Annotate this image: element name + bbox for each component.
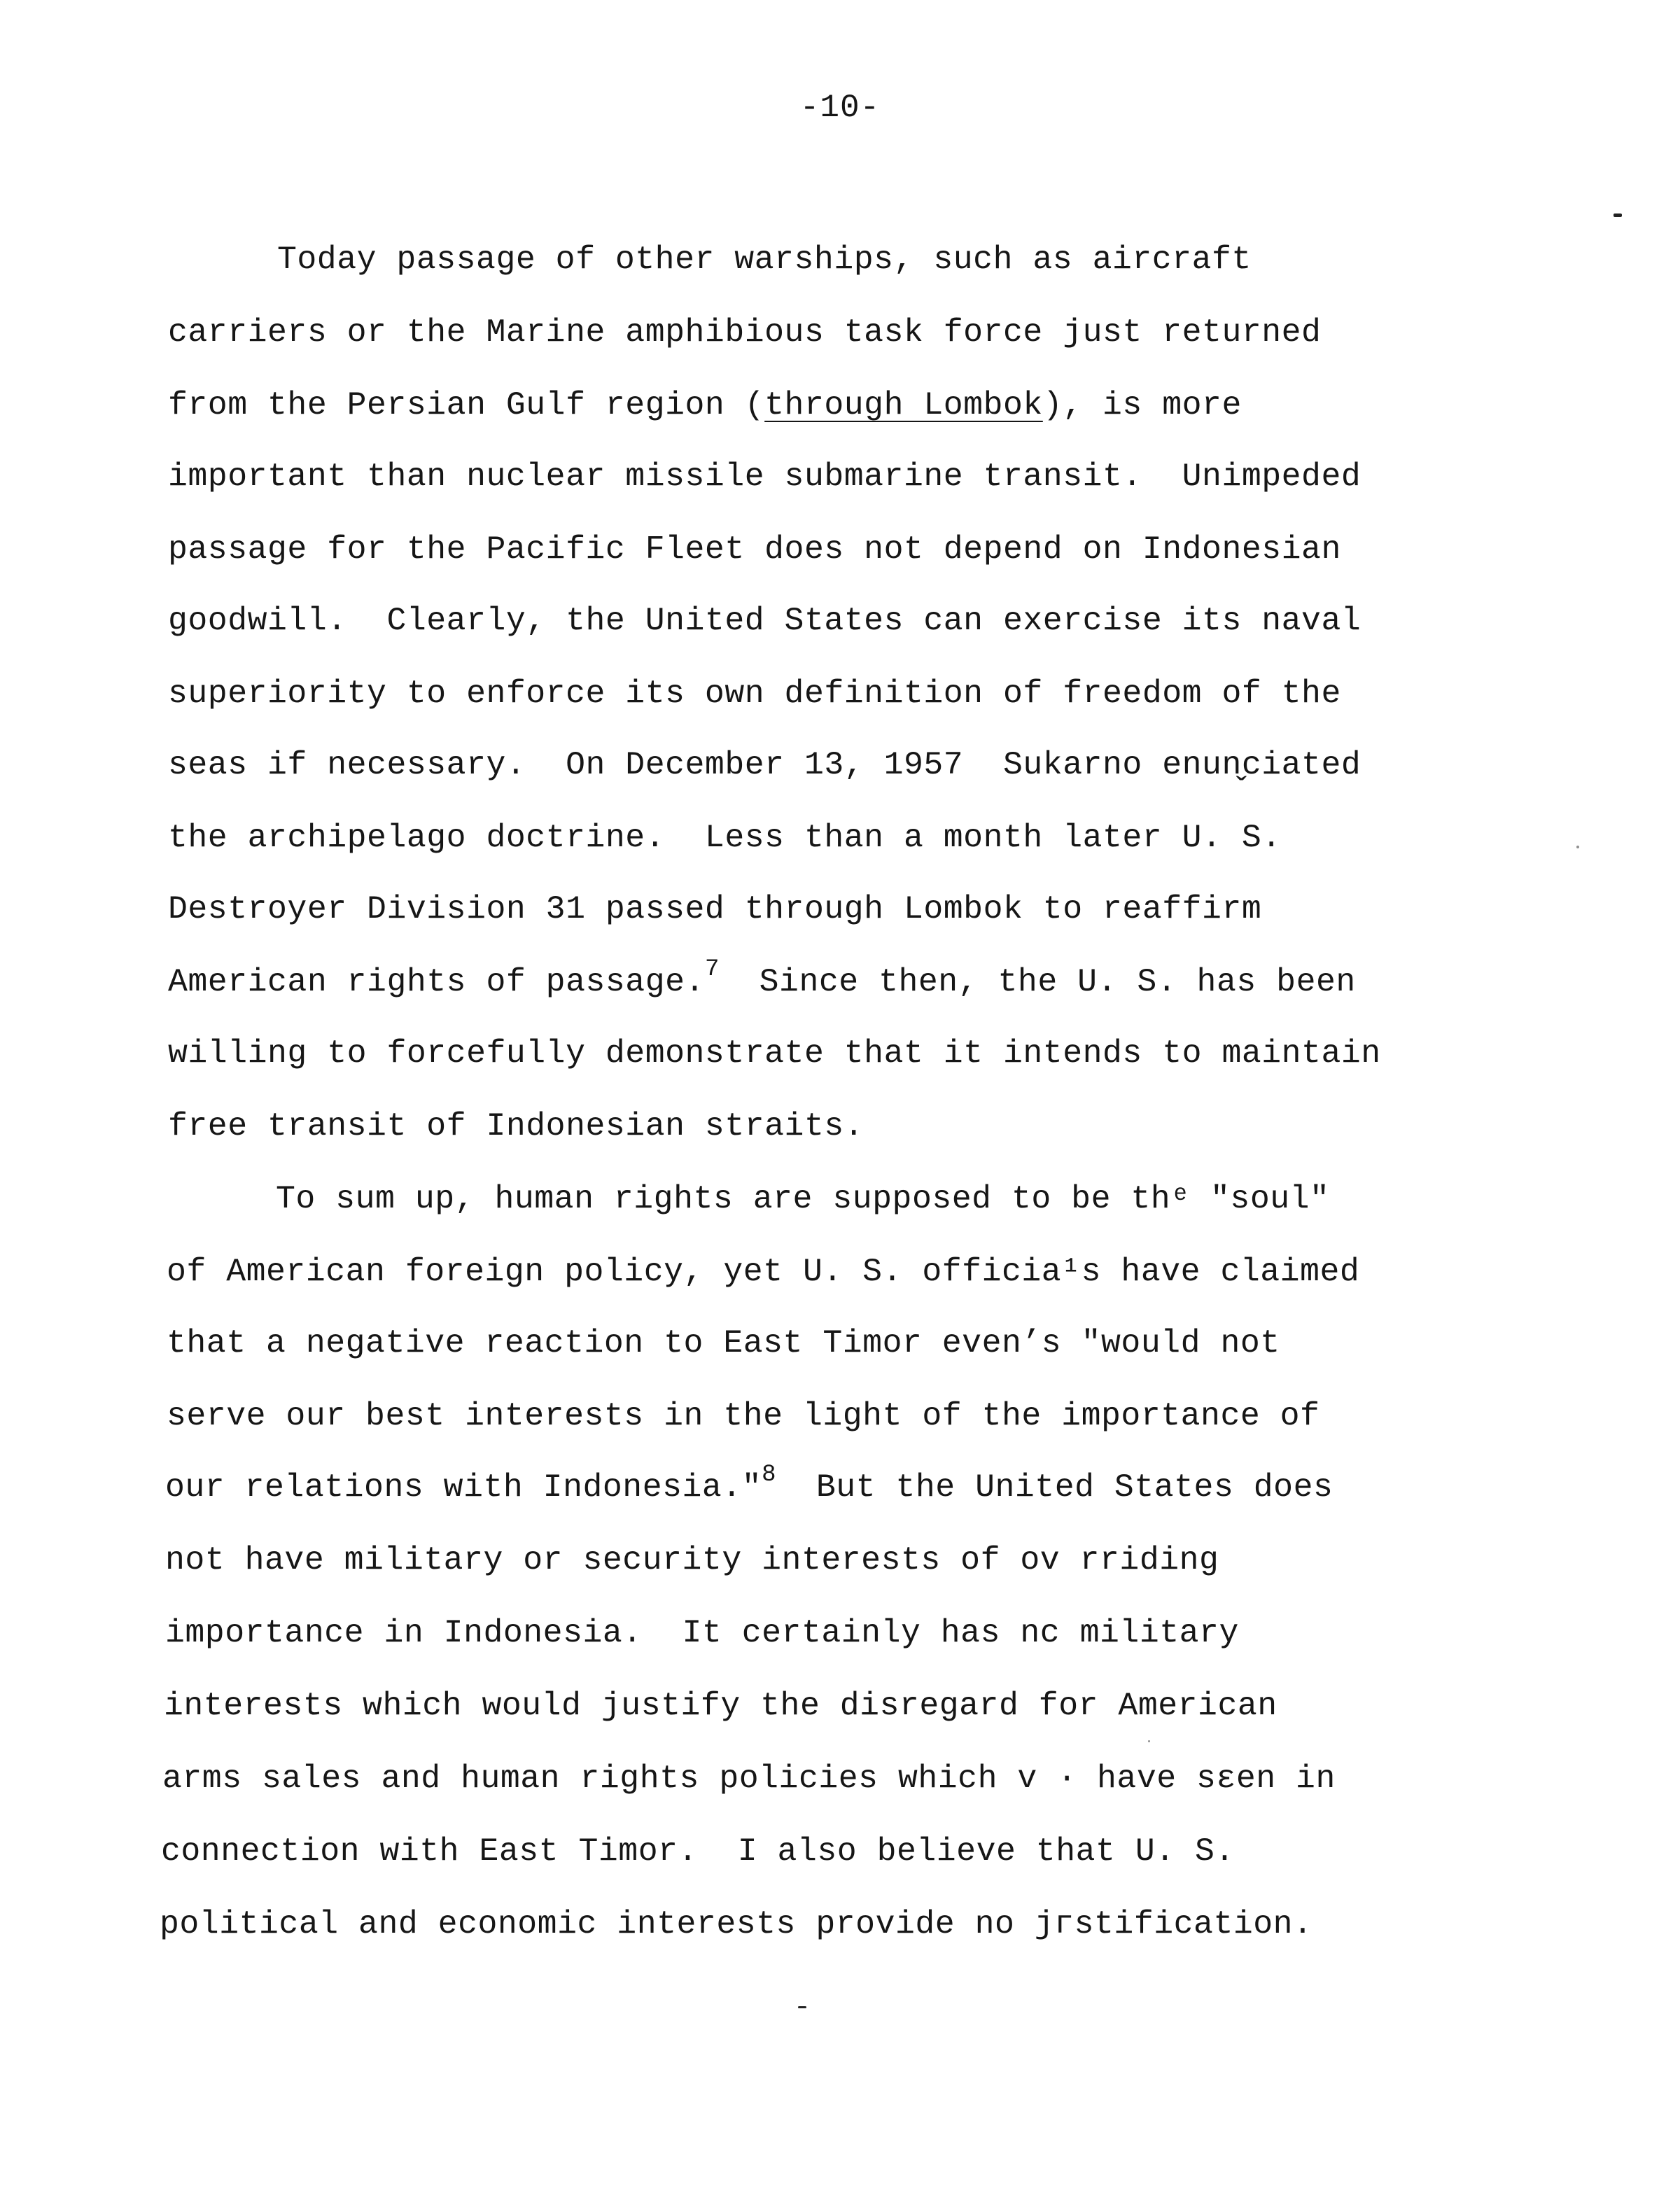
scan-speck — [1148, 1740, 1150, 1742]
paragraph-1-line-2: carriers or the Marine amphibious task force just returned — [168, 314, 1322, 351]
paragraph-2-line-5 — [165, 1462, 1334, 1506]
paragraph-2-line-11: political and economic interests provide no jгstification. — [160, 1905, 1313, 1942]
underlined-text: through Lombok — [764, 386, 1043, 424]
text-run: But the United States does — [776, 1469, 1334, 1506]
paragraph-2-line-6: not have military or security interests of ov rriding — [165, 1541, 1219, 1578]
paragraph-2-line-1: To sum up, human rights are supposed to be thᵉ "soul" — [276, 1180, 1330, 1217]
paragraph-2-line-8: interests which would justify the disregard for American — [164, 1687, 1278, 1724]
text-run: from the Persian Gulf region — [168, 386, 745, 424]
paragraph-1-line-10: Destroyer Division 31 passed through Lombok to reaffirm — [168, 890, 1262, 927]
paragraph-1-line-4: important than nuclear missile submarine transit. Unimpeded — [168, 458, 1362, 495]
paragraph-1-line-6: goodwill. Clearly, the United States can exercise its naval — [168, 602, 1362, 639]
paragraph-1-line-3: from the Persian Gulf region (through Lombok), is more — [168, 386, 1242, 424]
scan-speck — [798, 2006, 806, 2008]
scan-speck — [1576, 846, 1579, 848]
paragraph-2-line-4: serve our best interests in the light of the importance of — [167, 1397, 1320, 1434]
paragraph-1-line-9: the archipelago doctrine. Less than a month later U. S. — [168, 819, 1282, 856]
paragraph-1-line-13: free transit of Indonesian straits. — [168, 1107, 864, 1144]
paragraph-1-line-1: Today passage of other warships, such as aircraft — [277, 241, 1252, 278]
text-run: Since then, the U. S. has been — [719, 963, 1356, 1000]
footnote-marker: 8 — [762, 1462, 777, 1488]
paragraph-2-line-10: connection with East Timor. I also believe that U. S. — [161, 1833, 1235, 1870]
text-run: American rights of passage. — [168, 963, 705, 1000]
paragraph-1-line-12: willing to forcefully demonstrate that it intends to maintain — [168, 1035, 1381, 1072]
paragraph-1-line-7: superiority to enforce its own definition of freedom of the — [168, 675, 1341, 712]
page-number: -10- — [799, 90, 881, 126]
paragraph-1-line-5: passage for the Pacific Fleet does not depend on Indonesian — [168, 531, 1341, 568]
scan-speck — [1614, 214, 1622, 217]
paragraph-1-line-11 — [168, 956, 1356, 1000]
text-run: our relations with Indonesia." — [165, 1469, 762, 1506]
paragraph-2-line-7: importance in Indonesia. It certainly has nc military — [165, 1614, 1239, 1651]
text-run: ), is more — [1042, 386, 1242, 424]
paragraph-2-line-2: of American foreign policy, yet U. S. officia¹s have claimed — [167, 1253, 1360, 1290]
paragraph-2-line-3: that a negative reaction to East Timor even’ѕ "would not — [167, 1324, 1280, 1362]
footnote-marker: 7 — [704, 956, 720, 983]
paragraph-2-line-9: arms sales and human rights policies which v · have sεen in — [162, 1760, 1336, 1797]
paragraph-1-line-8: seas if necessary. On December 13, 1957 Sukarno enun̬ciated — [168, 746, 1362, 783]
